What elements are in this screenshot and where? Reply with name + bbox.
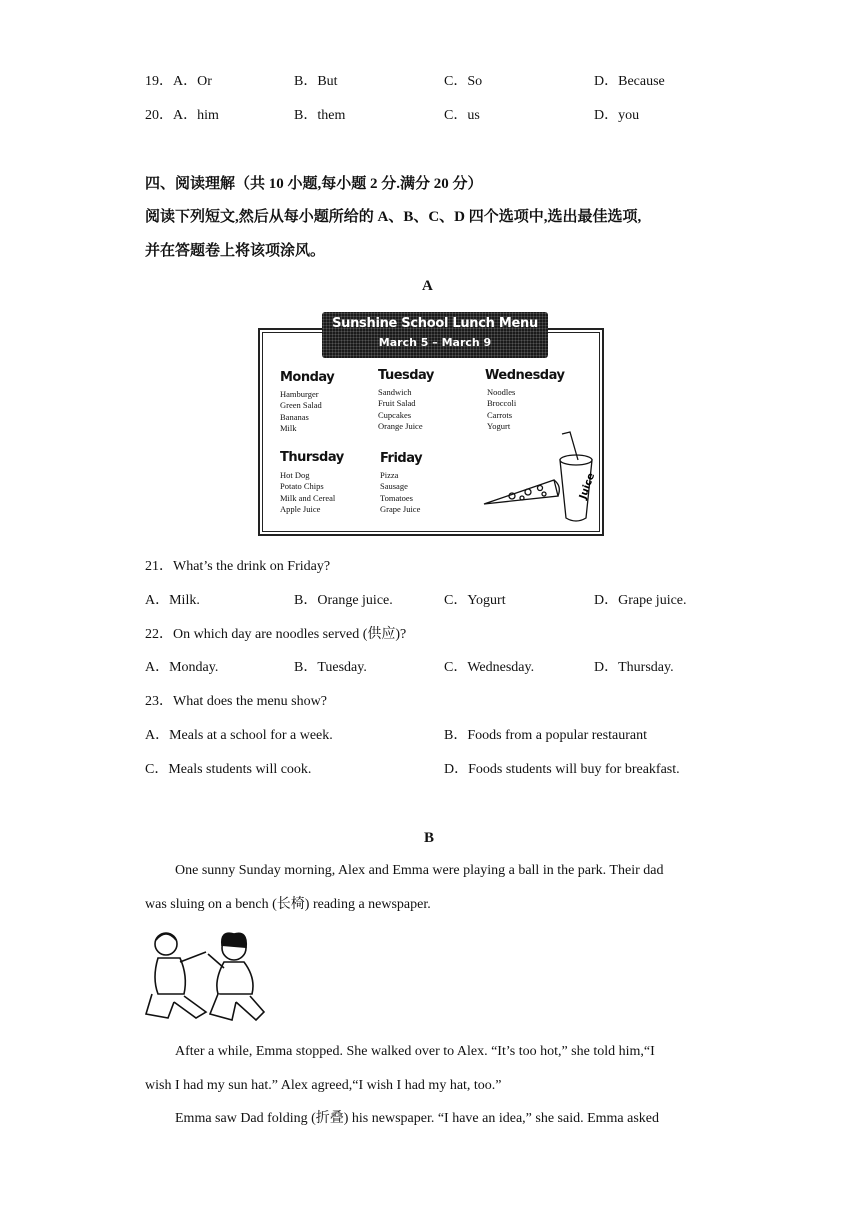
menu-item: Cupcakes xyxy=(378,409,412,420)
menu-item: Hot Dog xyxy=(280,470,310,480)
menu-items-thursday xyxy=(280,470,335,515)
menu-day-wednesday: Wednesday xyxy=(485,368,565,383)
q19-option-c: C．So xyxy=(444,74,483,89)
menu-items-wednesday xyxy=(487,387,516,432)
q20-option-c: C．us xyxy=(444,108,480,123)
menu-item: Orange Juice xyxy=(378,420,423,431)
menu-day-friday: Friday xyxy=(380,451,423,466)
menu-day-monday: Monday xyxy=(280,370,335,385)
q23-option-c: C．Meals students will cook. xyxy=(145,762,312,777)
q22-option-a: A．Monday. xyxy=(145,660,219,675)
menu-item: Tomatoes xyxy=(380,492,413,503)
q22-option-d: D．Thursday. xyxy=(594,660,674,675)
passage-a-label: A xyxy=(422,278,433,294)
menu-items-tuesday xyxy=(378,387,423,432)
q23-stem: 23．What does the menu show? xyxy=(145,694,327,709)
menu-item: Sandwich xyxy=(378,387,412,397)
menu-item: Green Salad xyxy=(280,400,322,411)
menu-item: Hamburger xyxy=(280,389,319,399)
menu-day-thursday: Thursday xyxy=(280,450,344,465)
passage-b-label: B xyxy=(424,830,435,846)
pizza-and-juice-icon xyxy=(482,430,602,530)
passage-b-p1-line2: was sluing on a bench (长椅) reading a newspaper. xyxy=(145,897,431,912)
menu-dates: March 5 – March 9 xyxy=(378,336,492,349)
menu-day-tuesday: Tuesday xyxy=(378,368,434,383)
section-instruction-line1: 阅读下列短文,然后从每小题所给的 A、B、C、D 四个选项中,选出最佳选项, xyxy=(145,209,642,225)
menu-item: Milk and Cereal xyxy=(280,492,336,503)
q23-option-d: D．Foods students will buy for breakfast. xyxy=(444,762,680,777)
q21-option-d: D．Grape juice. xyxy=(594,593,687,608)
q21-option-a: A．Milk. xyxy=(145,593,200,608)
menu-item: Sausage xyxy=(380,481,408,492)
q20-option-d: D．you xyxy=(594,108,640,123)
menu-item: Carrots xyxy=(487,409,513,420)
passage-b-p3-line1: Emma saw Dad folding (折叠) his newspaper. “I have an idea,” she said. Emma asked xyxy=(175,1111,660,1126)
menu-items-friday xyxy=(380,470,420,515)
lunch-menu-image xyxy=(258,312,608,538)
q19-option-d: D．Because xyxy=(594,74,665,89)
menu-item: Pizza xyxy=(380,470,399,480)
menu-item: Yogurt xyxy=(487,420,511,431)
q22-option-b: B．Tuesday. xyxy=(294,660,367,675)
menu-item: Apple Juice xyxy=(280,503,321,514)
passage-b-p2-line1: After a while, Emma stopped. She walked over to Alex. “It’s too hot,” she told him,“I xyxy=(175,1044,655,1059)
menu-item: Grape Juice xyxy=(380,503,421,514)
q21-option-b: B．Orange juice. xyxy=(294,593,393,608)
menu-items-monday xyxy=(280,389,322,434)
section-title: 四、阅读理解（共 10 小题,每小题 2 分.满分 20 分） xyxy=(145,176,483,192)
q20-number-option-a: 20．A．him xyxy=(145,108,219,123)
menu-item: Noodles xyxy=(487,387,516,397)
q23-option-a: A．Meals at a school for a week. xyxy=(145,728,333,743)
passage-b-p2-line2: wish I had my sun hat.” Alex agreed,“I wish I had my hat, too.” xyxy=(145,1078,502,1093)
q23-option-b: B．Foods from a popular restaurant xyxy=(444,728,647,743)
passage-b-p1-line1: One sunny Sunday morning, Alex and Emma were playing a ball in the park. Their dad xyxy=(175,863,664,878)
q19-option-b: B．But xyxy=(294,74,338,89)
menu-title: Sunshine School Lunch Menu xyxy=(332,316,538,331)
menu-item: Fruit Salad xyxy=(378,398,416,409)
menu-item: Potato Chips xyxy=(280,481,324,492)
q19-number-option-a: 19．A．Or xyxy=(145,74,212,89)
menu-item: Bananas xyxy=(280,411,309,422)
q22-option-c: C．Wednesday. xyxy=(444,660,535,675)
q21-option-c: C．Yogurt xyxy=(444,593,506,608)
juice-cup-label: Juice xyxy=(577,471,598,501)
menu-item: Milk xyxy=(280,422,297,433)
children-illustration xyxy=(144,928,266,1026)
q22-stem: 22．On which day are noodles served (供应)? xyxy=(145,627,407,642)
section-instruction-line2: 并在答题卷上将该项涂风。 xyxy=(145,243,326,259)
menu-banner xyxy=(322,312,548,358)
q21-stem: 21．What’s the drink on Friday? xyxy=(145,559,331,574)
menu-item: Broccoli xyxy=(487,398,517,409)
q20-option-b: B．them xyxy=(294,108,346,123)
